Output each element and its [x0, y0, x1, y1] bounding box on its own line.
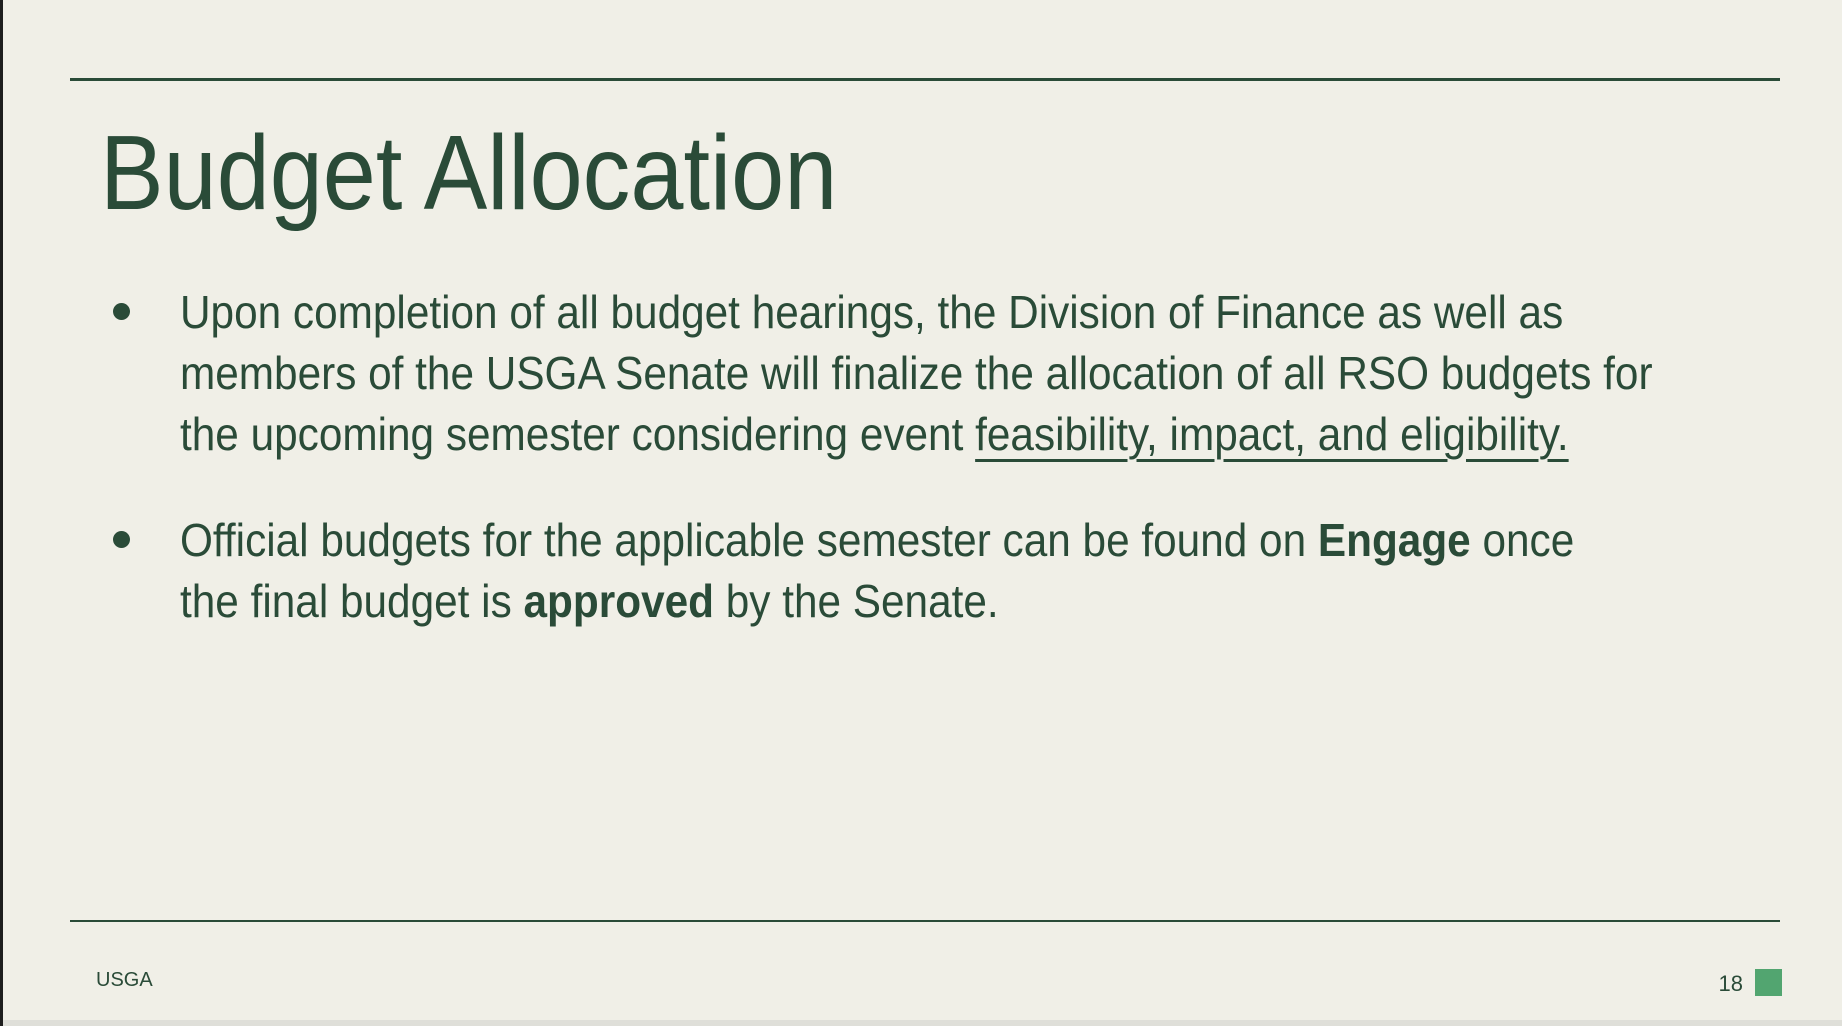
bullet-text [180, 282, 1781, 465]
footer-org-label: USGA [96, 969, 153, 991]
page-title [100, 114, 919, 232]
bullet-segment-normal: by the Senate. [713, 575, 999, 627]
title-top-rule [70, 78, 1780, 81]
bullet-line [180, 510, 1696, 571]
bullet-segment-bold: approved [523, 575, 714, 627]
bullet-segment-normal: members of the USGA Senate will finalize the allocation of all RSO budgets for [180, 347, 1653, 399]
bullet-segment-normal: once [1470, 514, 1575, 566]
page-number: 18 [1718, 971, 1743, 996]
bullet-segment-bold: Engage [1317, 514, 1471, 566]
bullet-icon [113, 531, 130, 548]
page-marker-square-icon [1755, 969, 1782, 996]
bullet-line [180, 282, 1781, 343]
window-bottom-edge [3, 1020, 1842, 1026]
bullet-segment-normal: Upon completion of all budget hearings, the Division of Finance as well as [180, 286, 1564, 338]
bullet-segment-underline: feasibility, impact, and eligibility. [975, 408, 1569, 460]
bullet-icon [113, 303, 130, 320]
footer-rule [70, 920, 1780, 922]
bullet-line [180, 404, 1781, 465]
bullet-segment-normal: the final budget is [180, 575, 524, 627]
bullet-segment-normal: the upcoming semester considering event [180, 408, 976, 460]
bullet-line [180, 571, 1696, 632]
bullet-text [180, 510, 1696, 632]
bullet-segment-normal: Official budgets for the applicable semester can be found on [180, 514, 1318, 566]
page-title-text: Budget Allocation [100, 114, 838, 232]
bullet-line [180, 343, 1781, 404]
